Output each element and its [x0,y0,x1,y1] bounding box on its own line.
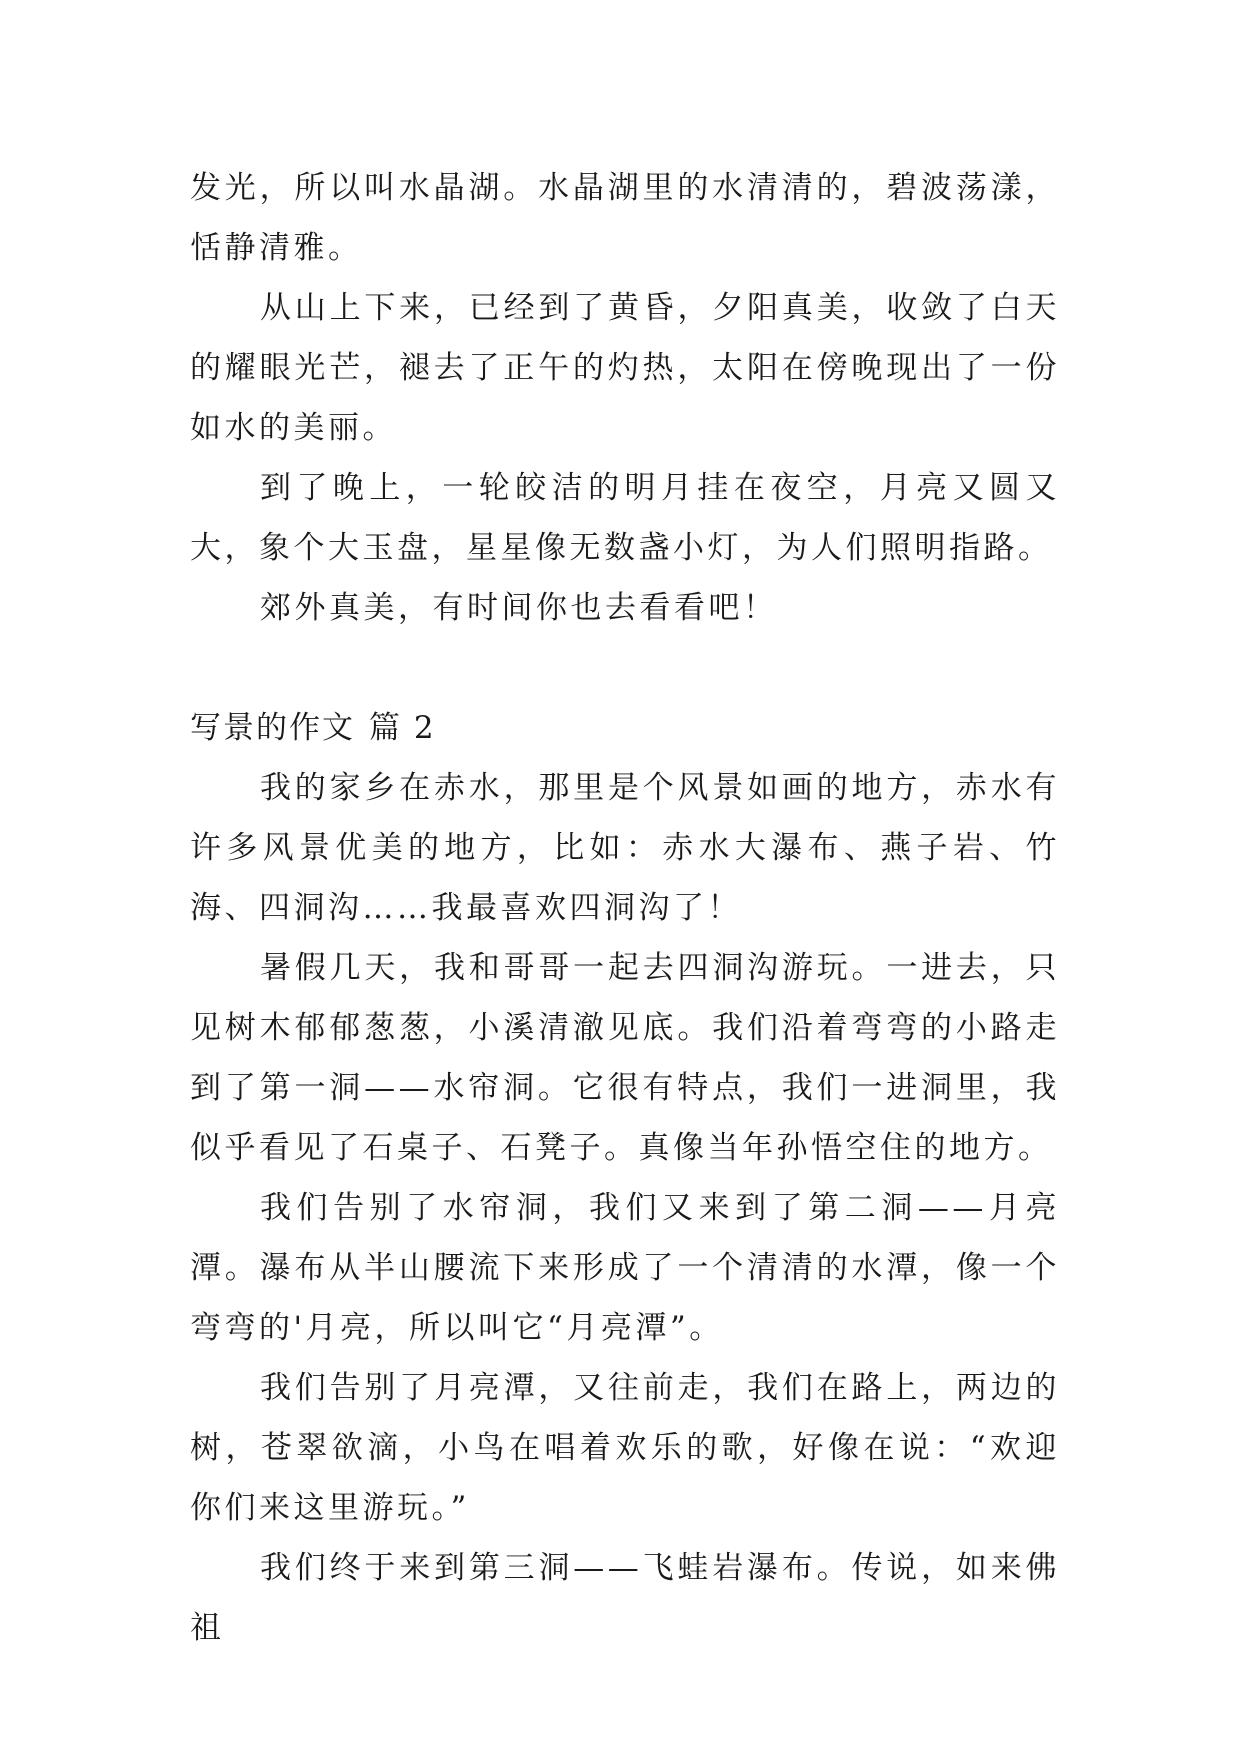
paragraph-continued: 发光，所以叫水晶湖。水晶湖里的水清清的，碧波荡漾，恬静清雅。 [190,170,1060,266]
paragraph: 郊外真美，有时间你也去看看吧！ [260,590,778,626]
paragraph: 从山上下来，已经到了黄昏，夕阳真美，收敛了白天的耀眼光芒，褪去了正午的灼热，太阳在傍晚现出了一份如水的美丽。 [190,290,1060,446]
section-heading [190,698,1060,758]
paragraph: 暑假几天，我和哥哥一起去四洞沟游玩。一进去，只见树木郁郁葱葱，小溪清澈见底。我们沿着弯弯的小路走到了第一洞——水帘洞。它很有特点，我们一进洞里，我似乎看见了石桌子、石凳子。真像当年孙悟空住的地方。 [190,950,1060,1166]
section-title: 写景的作文 [190,710,355,746]
section-number: 篇 2 [369,710,436,746]
paragraph: 我们告别了水帘洞，我们又来到了第二洞——月亮潭。瀑布从半山腰流下来形成了一个清清的水潭，像一个弯弯的'月亮，所以叫它“月亮潭”。 [190,1190,1060,1346]
document-body [190,158,1060,1658]
paragraph: 我们告别了月亮潭，又往前走，我们在路上，两边的树，苍翠欲滴，小鸟在唱着欢乐的歌，好像在说：“欢迎你们来这里游玩。” [190,1370,1060,1526]
paragraph: 到了晚上，一轮皎洁的明月挂在夜空，月亮又圆又大，象个大玉盘，星星像无数盏小灯，为人们照明指路。 [190,470,1060,566]
paragraph: 我们终于来到第三洞——飞蛙岩瀑布。传说，如来佛祖 [190,1550,1060,1646]
paragraph: 我的家乡在赤水，那里是个风景如画的地方，赤水有许多风景优美的地方，比如：赤水大瀑布、燕子岩、竹海、四洞沟……我最喜欢四洞沟了！ [190,770,1060,926]
